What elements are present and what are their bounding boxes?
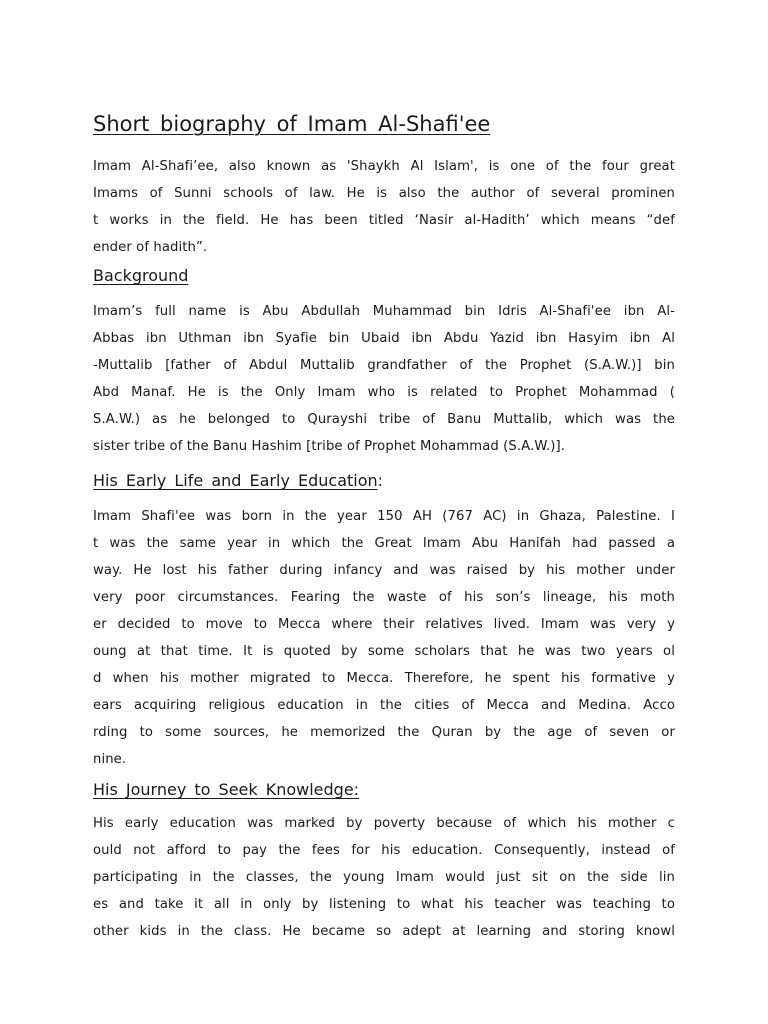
paragraph-line: oung at that time. It is quoted by some scholars that he was two years ol bbox=[93, 644, 675, 659]
section-heading-text: His Journey to Seek Knowledge: bbox=[93, 780, 360, 799]
intro-paragraph bbox=[93, 153, 675, 261]
paragraph-line: ender of hadith”. bbox=[93, 240, 208, 255]
paragraph-line: other kids in the class. He became so adept at learning and storing knowl bbox=[93, 924, 675, 939]
page-title: Short biography of Imam Al-Shafi'ee bbox=[93, 112, 491, 136]
paragraph-line: S.A.W.) as he belonged to Qurayshi tribe of Banu Muttalib, which was the bbox=[93, 412, 675, 427]
section-heading-suffix: : bbox=[377, 471, 384, 490]
paragraph-line: t works in the field. He has been titled ‘Nasir al-Hadith’ which means “def bbox=[93, 213, 675, 228]
paragraph-line: -Muttalib [father of Abdul Muttalib grandfather of the Prophet (S.A.W.)] bin bbox=[93, 358, 675, 373]
paragraph-line: way. He lost his father during infancy and was raised by his mother under bbox=[93, 563, 675, 578]
paragraph-line: er decided to move to Mecca where their relatives lived. Imam was very y bbox=[93, 617, 675, 632]
paragraph-line: very poor circumstances. Fearing the waste of his son’s lineage, his moth bbox=[93, 590, 675, 605]
paragraph-line: ould not afford to pay the fees for his education. Consequently, instead of bbox=[93, 843, 675, 858]
paragraph-line: sister tribe of the Banu Hashim [tribe of Prophet Mohammad (S.A.W.)]. bbox=[93, 439, 566, 454]
paragraph-line: Imam Al-Shafi’ee, also known as 'Shaykh Al Islam', is one of the four great bbox=[93, 159, 675, 174]
paragraph-line: Imam Shafi'ee was born in the year 150 AH (767 AC) in Ghaza, Palestine. I bbox=[93, 509, 675, 524]
section-heading-text: Background bbox=[93, 266, 189, 285]
early-life-paragraph bbox=[93, 503, 675, 773]
paragraph-line: es and take it all in only by listening to what his teacher was teaching to bbox=[93, 897, 675, 912]
paragraph-line: Imam’s full name is Abu Abdullah Muhammad bin Idris Al-Shafi'ee ibn Al- bbox=[93, 304, 675, 319]
paragraph-line: rding to some sources, he memorized the Quran by the age of seven or bbox=[93, 725, 675, 740]
section-heading-early-life bbox=[93, 470, 383, 492]
paragraph-line: d when his mother migrated to Mecca. Therefore, he spent his formative y bbox=[93, 671, 675, 686]
paragraph-line: ears acquiring religious education in the cities of Mecca and Medina. Acco bbox=[93, 698, 675, 713]
paragraph-line: Abbas ibn Uthman ibn Syafie bin Ubaid ibn Abdu Yazid ibn Hasyim ibn Al bbox=[93, 331, 675, 346]
section-heading-background bbox=[93, 265, 188, 287]
journey-paragraph bbox=[93, 810, 675, 945]
paragraph-line: His early education was marked by poverty because of which his mother c bbox=[93, 816, 675, 831]
section-heading-journey bbox=[93, 779, 359, 801]
paragraph-line: Imams of Sunni schools of law. He is also the author of several prominen bbox=[93, 186, 675, 201]
paragraph-line: nine. bbox=[93, 752, 127, 767]
paragraph-line: Abd Manaf. He is the Only Imam who is related to Prophet Mohammad ( bbox=[93, 385, 675, 400]
paragraph-line: t was the same year in which the Great Imam Abu Hanifah had passed a bbox=[93, 536, 675, 551]
background-paragraph bbox=[93, 298, 675, 460]
paragraph-line: participating in the classes, the young Imam would just sit on the side lin bbox=[93, 870, 675, 885]
section-heading-text: His Early Life and Early Education bbox=[93, 471, 378, 490]
